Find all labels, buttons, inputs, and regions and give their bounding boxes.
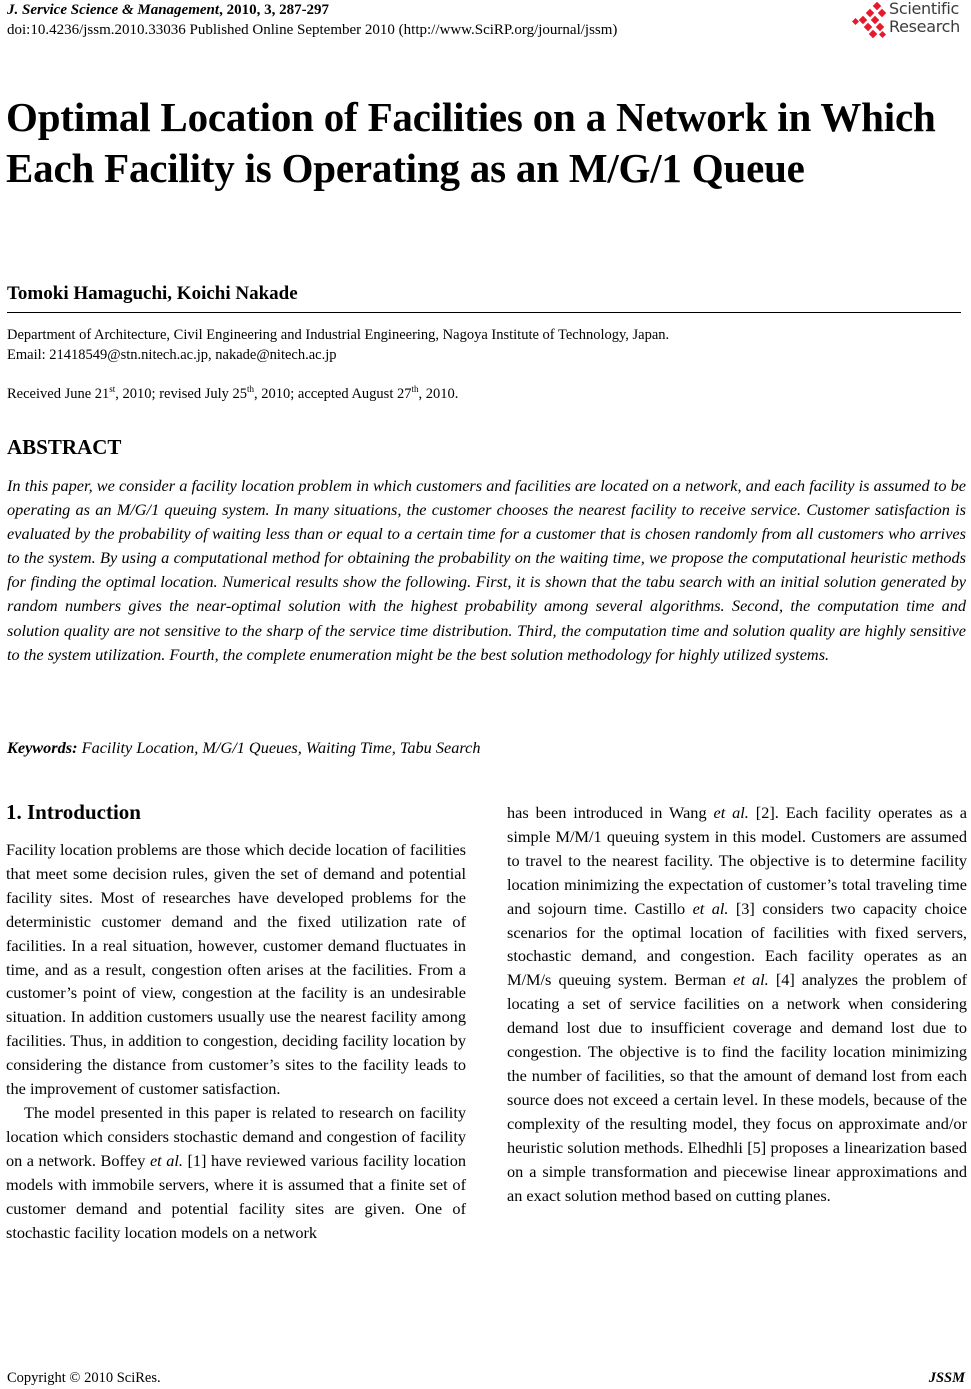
received-date: Received June 21 [7, 386, 110, 402]
ordinal-suffix: th [247, 384, 255, 394]
body-column-left [6, 838, 466, 1244]
body-column-right [507, 801, 967, 1207]
doi-line: doi:10.4236/jssm.2010.33036 Published Online September 2010 (http://www.SciRP.org/journal/jssm) [7, 22, 618, 38]
section-heading-introduction: 1. Introduction [6, 800, 141, 824]
journal-name: J. Service Science & Management [7, 2, 220, 18]
logo-text [889, 0, 960, 36]
journal-citation [7, 2, 329, 19]
revised-date: , 2010; revised July 25 [115, 386, 247, 402]
affiliation-block [7, 325, 669, 365]
ordinal-suffix: st [109, 384, 116, 394]
affiliation: Department of Architecture, Civil Engineering and Industrial Engineering, Nagoya Institute of Technology, Japan. [7, 327, 670, 343]
abstract-text: In this paper, we consider a facility location problem in which customers and facilities are located on a network, and each facility is assumed to be operating as an M/G/1 queuing system. In many situations, the customer chooses the nearest facility to receive service. Customer satisfaction is evaluated by the probability of waiting less than or equal to a certain time for a customer that is chosen randomly from all customers who arrives to the system. By using a computational method for obtaining the probability on the waiting time, we propose the computational heuristic methods for finding the optimal location. Numerical results show the following. First, it is shown that the tabu search with an initial solution generated by random numbers gives the near-optimal solution with the highest probability among several algorithms. Second, the computation time and solution quality are not sensitive to the sharp of the service time distribution. Third, the computation time and solution quality are highly sensitive to the system utilization. Fourth, the complete enumeration might be the best solution methodology for highly utilized systems. [7, 476, 966, 664]
keywords-line [7, 738, 481, 758]
copyright: Copyright © 2010 SciRes. [7, 1370, 161, 1386]
logo-line-2: Research [889, 17, 960, 36]
received-dates [7, 386, 458, 403]
date-suffix: , 2010. [418, 386, 459, 402]
text-segment: [2]. Each facility operates as a simple M/M/1 queuing system in this model. Customers are assumed to travel to the nearest facility. The objective is to determine facility location minimizing the expectation of customer’s total traveling time and sojourn time. Castillo [507, 803, 968, 918]
text-segment: [4] analyzes the problem of locating a set of service facilities on a network when considering demand lost due to insufficient coverage and demand lost due to congestion. The objective is to find the facility location minimizing the number of facilities, so that the amount of demand lost from each source does not exceed a certain level. In these models, because of the complexity of the resulting model, they focus on approximate and/or heuristic solution methods. Elhedhli [5] proposes a linearization based on a simple transformation and piecewise linear approximations and an exact solution method based on cutting planes. [507, 970, 968, 1205]
paragraph [6, 1101, 466, 1244]
paper-title: Optimal Location of Facilities on a Network in Which Each Facility is Operating as an M/G/1 Queue [6, 94, 936, 191]
divider [7, 312, 961, 313]
text-segment: [3] considers two capacity choice scenarios for the optimal location of facilities with fixed servers, stochastic demand, and congestion. Each facility operates as an M/M/s queuing system. Berman [507, 898, 968, 990]
citation-etal: et al. [733, 970, 769, 990]
email: Email: 21418549@stn.nitech.ac.jp, nakade@nitech.ac.jp [7, 347, 337, 363]
citation-etal: et al. [713, 803, 749, 822]
text-segment: has been introduced in Wang [507, 803, 714, 822]
text-segment: The model presented in this paper is related to research on facility location which considers stochastic demand and congestion of facility on a network. Boffey [6, 1102, 466, 1170]
paragraph [507, 801, 967, 1207]
citation-etal: et al. [149, 1150, 183, 1170]
ordinal-suffix: th [411, 384, 419, 394]
scientific-research-logo [852, 0, 971, 44]
accepted-date: , 2010; accepted August 27 [254, 386, 412, 402]
journal-volume-pages: , 2010, 3, 287-297 [219, 2, 330, 18]
text-segment: [1] have reviewed various facility location models with immobile servers, where it is assumed that a finite set of customer demand and potential facility sites are given. One of stochastic facility location models on a network [6, 1150, 466, 1242]
abstract-heading: ABSTRACT [7, 435, 122, 459]
authors: Tomoki Hamaguchi, Koichi Nakade [7, 283, 298, 304]
scirp-diamond-grid-icon [852, 2, 888, 40]
logo-line-1: Scientific [889, 0, 959, 18]
journal-abbrev: JSSM [928, 1370, 965, 1386]
keywords-label: Keywords: [7, 738, 78, 757]
paragraph: Facility location problems are those which decide location of facilities that meet some decision rules, given the set of demand and potential facility sites. Most of researches have developed problems for the deterministic customer demand and the fixed utilization rate of facilities. In a real situation, however, customer demand fluctuates in time, and as a result, congestion often arises at the facilities. From a customer’s point of view, congestion at the facility is an undesirable situation. In addition customers usually use the nearest facility among facilities. Thus, in addition to congestion, deciding facility location by considering the distance from customer’s sites to the facility leads to the improvement of customer satisfaction. [6, 840, 466, 1099]
citation-etal: et al. [692, 898, 729, 918]
keywords-list: Facility Location, M/G/1 Queues, Waiting Time, Tabu Search [81, 738, 481, 757]
